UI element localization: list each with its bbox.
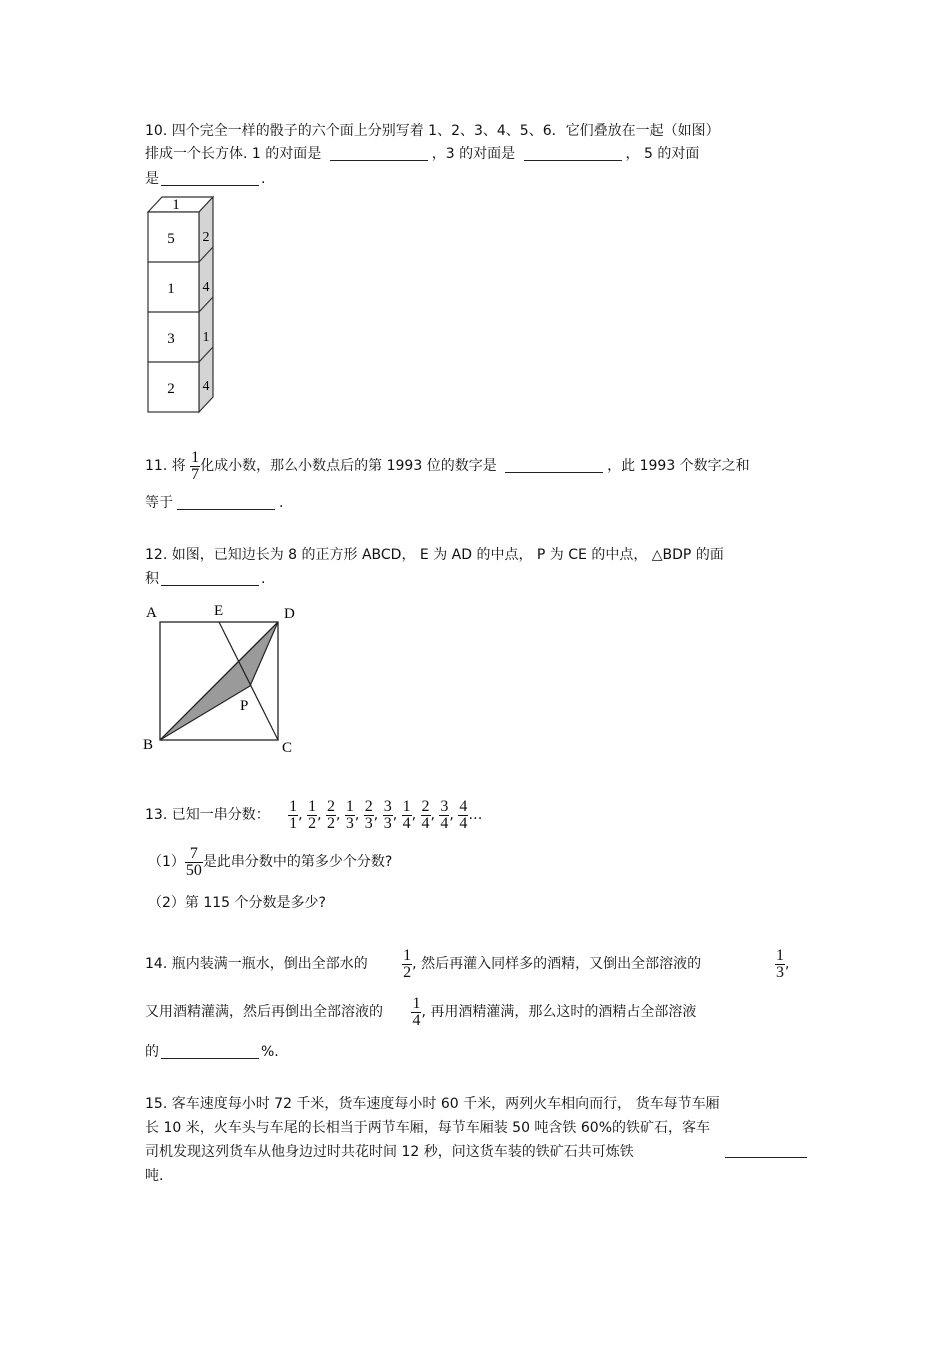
q10-text: 是 (145, 171, 159, 187)
square-abcd-figure (140, 598, 305, 758)
q11-text: ，此 1993 个数字之和 (607, 458, 750, 474)
answer-blank[interactable] (161, 1044, 259, 1059)
fraction: $\frac{1}{1}$ (289, 797, 298, 832)
q13-text: 13. 已知一串分数： (145, 807, 270, 823)
dice-side-label: 4 (202, 280, 210, 295)
q11-text: . (279, 495, 284, 511)
q15-text: 长 10 米，火车头与车尾的长相当于两节车厢，每节车厢装 50 吨含铁 60%的铁矿石，客车 (145, 1120, 710, 1136)
q13-part2 (148, 894, 326, 912)
fraction: $\frac{1}{7}$ (191, 448, 200, 483)
answer-blank[interactable] (161, 171, 259, 186)
dice-front-label: 1 (167, 281, 175, 297)
q11-text: 化成小数，那么小数点后的第 1993 位的数字是 (200, 458, 497, 474)
q14-line2 (145, 992, 696, 1032)
q14-text: 14. 瓶内装满一瓶水，倒出全部水的 (145, 956, 368, 972)
q13-text: （1） (148, 854, 185, 870)
q14-text: %. (261, 1044, 279, 1060)
q15-line1 (145, 1095, 720, 1113)
fraction: $\frac{2}{4}$ (421, 797, 430, 832)
q10-line1 (145, 122, 720, 140)
fraction: $\frac{1}{2}$ (403, 946, 412, 981)
q13-part1 (148, 842, 392, 882)
label-e: E (214, 603, 224, 619)
fraction: $\frac{2}{2}$ (326, 797, 335, 832)
q14-line1 (145, 944, 805, 984)
answer-blank[interactable] (524, 146, 622, 161)
q10-text: . (261, 171, 266, 187)
q14-text: 的 (145, 1044, 159, 1060)
fraction: $\frac{1}{3}$ (345, 797, 354, 832)
comma: , (430, 807, 435, 823)
answer-blank[interactable] (725, 1143, 807, 1158)
fraction: $\frac{1}{4}$ (402, 797, 411, 832)
q12-text: 12. 如图，已知边长为 8 的正方形 ABCD， E 为 AD 的中点， P 为 CE 的中点， △BDP 的面 (145, 547, 724, 563)
fraction: $\frac{3}{3}$ (383, 797, 392, 832)
label-p: P (240, 698, 249, 714)
q14-text: , 再用酒精灌满，那么这时的酒精占全部溶液 (421, 1004, 697, 1020)
q15-text: 吨. (145, 1168, 164, 1184)
q10-text: 排成一个长方体. 1 的对面是 (145, 146, 322, 162)
q15-line4 (145, 1167, 163, 1185)
fraction-sequence (288, 797, 483, 832)
q14-line3 (145, 1043, 279, 1061)
answer-blank[interactable] (177, 495, 275, 510)
dice-stack-figure (140, 192, 220, 417)
label-c: C (282, 740, 293, 756)
comma: , (335, 807, 341, 823)
dice-front-label: 3 (167, 331, 175, 347)
fraction: $\frac{1}{3}$ (776, 946, 784, 981)
answer-blank[interactable] (330, 146, 428, 161)
fraction: $\frac{7}{50}$ (185, 844, 202, 879)
q11-text: 11. 将 (145, 458, 186, 474)
answer-blank[interactable] (505, 458, 603, 473)
q10-text: 10. 四个完全一样的骰子的六个面上分别写着 1、2、3、4、5、6．它们叠放在一起（如图） (145, 123, 720, 139)
dice-side-label: 1 (202, 330, 210, 345)
q14-frac-right (775, 944, 789, 984)
q13-line1 (145, 793, 482, 837)
label-b: B (143, 737, 154, 753)
comma: , (317, 807, 322, 823)
q13-text: 是此串分数中的第多少个分数? (202, 854, 393, 870)
q15-text: 15. 客车速度每小时 72 千米，货车速度每小时 60 千米，两列火车相向而行， 货车每节车厢 (145, 1096, 720, 1112)
label-d: D (284, 606, 295, 622)
fraction: $\frac{2}{3}$ (364, 797, 373, 832)
segment-bd (160, 622, 278, 740)
q15-line2 (145, 1119, 710, 1137)
q10-line2 (145, 145, 699, 163)
q14-text: 又用酒精灌满，然后再倒出全部溶液的 (145, 1004, 383, 1020)
q12-line1 (145, 546, 724, 564)
comma: , (411, 807, 417, 823)
q12-text: 积 (145, 571, 159, 587)
q14-text: , 然后再灌入同样多的酒精，又倒出全部溶液的 (412, 956, 702, 972)
q12-text: . (261, 571, 266, 587)
comma: , (392, 807, 398, 823)
q15-line3 (145, 1143, 807, 1161)
q14-text: , (785, 956, 790, 972)
comma: , (298, 807, 303, 823)
dice-side-label: 4 (202, 379, 210, 394)
comma: , (354, 807, 360, 823)
q11-line2 (145, 494, 283, 512)
dice-front-label: 2 (167, 381, 175, 397)
q10-line3 (145, 170, 265, 188)
q13-text: （2）第 115 个分数是多少? (148, 895, 326, 911)
answer-blank[interactable] (161, 571, 259, 586)
q11-line1 (145, 446, 750, 486)
q15-text: 司机发现这列货车从他身边过时共花时间 12 秒，问这货车装的铁矿石共可炼铁 (145, 1144, 634, 1160)
comma: , (449, 807, 454, 823)
dice-top-label: 1 (172, 197, 180, 213)
fraction: $\frac{4}{4}$ (459, 797, 468, 832)
q12-line2 (145, 570, 265, 588)
fraction: $\frac{1}{4}$ (412, 994, 421, 1029)
fraction: $\frac{3}{4}$ (440, 797, 449, 832)
q11-text: 等于 (145, 495, 173, 511)
dice-front-label: 5 (167, 231, 175, 247)
fraction: $\frac{1}{2}$ (308, 797, 317, 832)
label-a: A (146, 605, 157, 621)
ellipsis: … (468, 807, 483, 823)
q10-text: ，3 的对面是 (431, 146, 516, 162)
comma: , (373, 807, 379, 823)
q10-text: ， 5 的对面 (625, 146, 700, 162)
dice-side-label: 2 (202, 230, 210, 245)
